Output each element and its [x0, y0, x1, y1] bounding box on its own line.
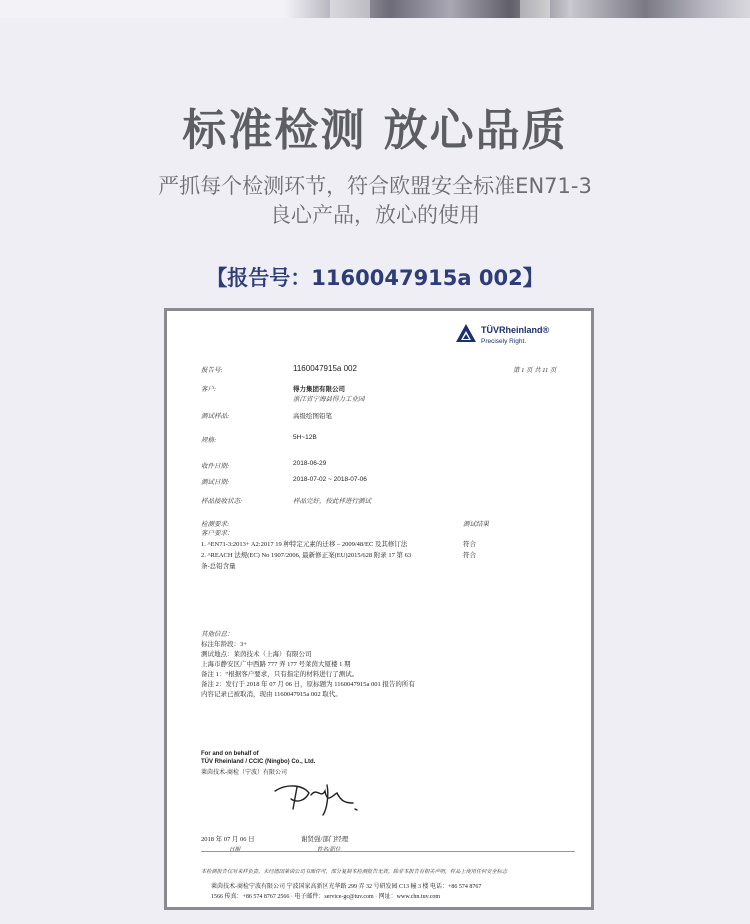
behalf-line-1: For and on behalf of: [201, 751, 259, 757]
report-no-label: 报告号:: [201, 367, 223, 374]
logo-tagline: Precisely Right.: [481, 338, 527, 345]
requirement-item-2: 2. ^REACH 法规(EC) No 1907/2006, 最新修正案(EU)2015/628 附录 17 第 63: [201, 552, 412, 559]
test-date-value: 2018-07-02 ~ 2018-07-06: [293, 476, 367, 483]
requirement-item-1: 1. ^EN71-3:2013+ A2:2017 19 种特定元素的迁移 – 2009/48/EC 及其修订法: [201, 541, 408, 548]
certificate-image: [164, 308, 594, 910]
headline: 标准检测 放心品质: [182, 105, 568, 156]
note-2: 备注 2：发行于 2018 年 07 月 06 日，原标题为 1160047915a 001 报告的所有: [201, 681, 415, 688]
behalf-line-2: TÜV Rheinland / CCIC (Ningbo) Co., Ltd.: [201, 759, 316, 765]
signer-caption: 姓名/职位: [317, 847, 341, 853]
photo-highlight: [330, 0, 370, 18]
sign-date: 2018 年 07 月 06 日: [201, 836, 255, 843]
footer-address-2: 1566 传真：+86 574 8767 2566 · 电子邮件：service-gc@tuv.com · 网址：www.chn.tuv.com: [211, 894, 441, 900]
client-address: 浙江省宁海县得力工业园: [293, 396, 365, 403]
requirement-item-2-cont: 条-总铅含量: [201, 563, 236, 570]
requirement-item-2-result: 符合: [463, 552, 476, 559]
sample-condition-value: 样品完好，按此样进行测试: [293, 498, 371, 505]
handwritten-signature: [267, 773, 367, 817]
other-info-title: 其他信息：: [201, 631, 234, 638]
test-location: 测试地点：莱茵技术（上海）有限公司: [201, 651, 312, 658]
top-product-photo: [0, 0, 750, 18]
sample-condition-label: 样品接收状态:: [201, 498, 243, 505]
footer-divider: [201, 851, 575, 852]
spec-label: 规格:: [201, 437, 217, 444]
sample-label: 测试样品:: [201, 413, 230, 420]
requirements-title: 检测要求:: [201, 521, 230, 528]
client-label: 客户:: [201, 386, 217, 393]
received-date-value: 2018-06-29: [293, 460, 327, 467]
behalf-line-3: 莱茵技术-商检（宁波）有限公司: [201, 770, 287, 776]
test-location-address: 上海市静安区广中西路 777 弄 177 号莱茵大厦楼 1 期: [201, 661, 351, 668]
certificate-document: [167, 311, 591, 907]
photo-highlight: [520, 0, 550, 18]
note-1: 备注 1：“根据客户要求，只有指定的材料进行了测试。: [201, 671, 359, 678]
client-name: 得力集团有限公司: [293, 386, 345, 393]
footer-address-1: 莱茵技术-商检宁波有限公司 宁波国家高新区光华路 299 弄 32 号研发园 C13 幢 3 楼 电话：+86 574 8767: [211, 884, 482, 890]
footer-disclaimer: 本检测报告仅对来样负责。未经德国莱茵公司书面许可，部分复制本检测报告无效。除非本报告有相关声明，样品上使用任何安全标志: [201, 869, 508, 875]
received-date-label: 收件日期:: [201, 463, 230, 470]
sample-value: 高级绘图铅笔: [293, 413, 332, 420]
note-2-cont: 内容记录已被取消，现由 1160047915a 002 取代。: [201, 691, 342, 698]
logo-wordmark: TÜVRheinland®: [481, 325, 550, 335]
report-number-heading: 【报告号：1160047915a 002】: [206, 266, 544, 290]
sign-date-caption: 日期: [229, 847, 241, 853]
tuv-triangle-icon: [455, 323, 477, 343]
page-info: 第 1 页 共 11 页: [513, 367, 557, 374]
age-grade: 标注年龄段：3+: [201, 641, 247, 648]
subtitle-line-2: 良心产品，放心的使用: [270, 203, 480, 227]
spec-value: 5H~12B: [293, 434, 317, 441]
test-date-label: 测试日期:: [201, 479, 230, 486]
result-header: 测试结果: [463, 521, 489, 528]
subtitle-line-1: 严抓每个检测环节，符合欧盟安全标准EN71-3: [158, 174, 592, 198]
tuv-logo: [455, 323, 565, 349]
signer-title: 谢贤强/部门经理: [301, 836, 349, 843]
requirement-item-1-result: 符合: [463, 541, 476, 548]
report-no-value: 1160047915a 002: [293, 364, 357, 373]
client-requirements: 客户要求：: [201, 530, 234, 537]
